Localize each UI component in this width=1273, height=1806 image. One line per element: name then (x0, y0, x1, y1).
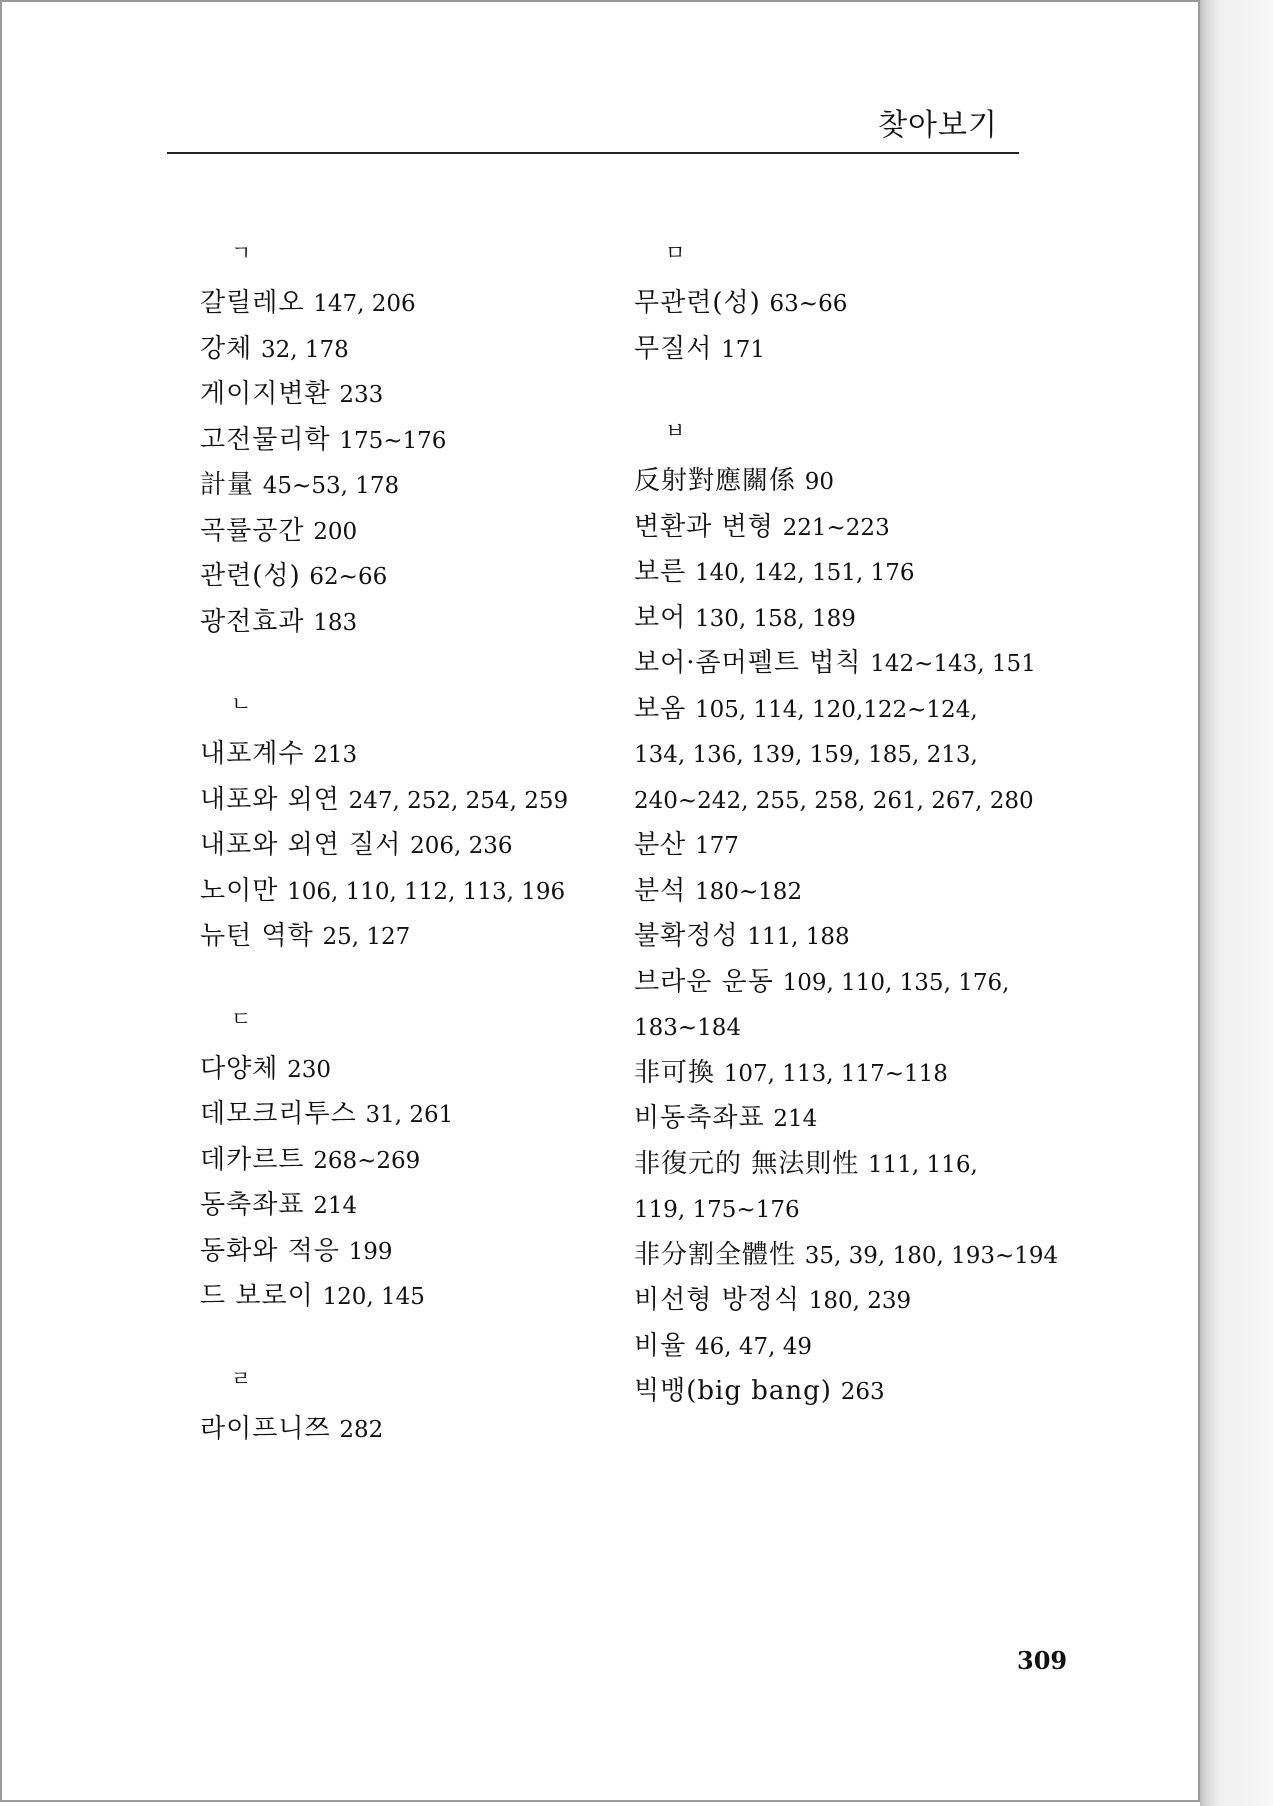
entry-term: 무질서 (634, 333, 713, 364)
index-entry (200, 1183, 620, 1229)
index-section (634, 237, 1054, 372)
entry-pages: 175~176 (339, 427, 447, 454)
index-section (200, 688, 620, 960)
entry-term: 라이프니쯔 (200, 1413, 331, 1444)
index-entry (634, 1051, 1054, 1097)
index-entry (200, 732, 620, 778)
index-entry (200, 914, 620, 960)
index-entry (200, 1138, 620, 1184)
entry-pages: 213 (313, 742, 358, 768)
entry-term: 변환과 변형 (634, 511, 774, 542)
page-number: 309 (1017, 1646, 1068, 1675)
entry-term: 非可換 (634, 1057, 716, 1088)
index-entry (200, 1274, 620, 1320)
index-entry (200, 600, 620, 646)
entry-term: 무관련(성) (634, 288, 761, 318)
entry-pages: 46, 47, 49 (695, 1333, 813, 1360)
entry-pages: 199 (348, 1238, 393, 1265)
entry-pages: 230 (287, 1056, 332, 1083)
index-entry (200, 418, 620, 464)
index-entry (634, 1096, 1054, 1142)
entry-term: 다양체 (200, 1053, 279, 1084)
entry-term: 동화와 적응 (200, 1235, 340, 1266)
entry-term: 非分割全體性 (634, 1239, 797, 1270)
entry-term: 보옴 (634, 693, 687, 724)
entry-term: 동축좌표 (200, 1190, 305, 1220)
entry-term: 브라운 운동 (634, 966, 774, 997)
index-entry (200, 1407, 620, 1453)
entry-pages: 62~66 (309, 564, 388, 590)
entry-pages: 221~223 (782, 514, 890, 541)
index-section (200, 1363, 620, 1453)
index-column-left (200, 237, 620, 1495)
entry-pages: 180, 239 (808, 1288, 912, 1314)
entry-pages: 140, 142, 151, 176 (695, 560, 915, 586)
index-entry (200, 1229, 620, 1275)
header-rule (167, 152, 1019, 154)
entry-pages: 120, 145 (322, 1284, 425, 1310)
index-entry (634, 281, 1054, 327)
index-entry (634, 1369, 1054, 1415)
section-letter: ㄹ (231, 1366, 252, 1391)
entry-pages: 25, 127 (322, 924, 411, 950)
entry-pages: 171 (721, 336, 766, 363)
entry-pages: 111, 116, 119, 175~176 (634, 1151, 978, 1223)
index-entry (634, 459, 1054, 505)
entry-term: 내포와 외연 질서 (200, 830, 402, 860)
entry-term: 내포와 외연 (200, 784, 340, 815)
entry-term: 갈릴레오 (200, 288, 305, 318)
entry-pages: 282 (339, 1416, 384, 1443)
entry-term: 빅뱅(big bang) (634, 1376, 832, 1406)
index-entry (200, 1092, 620, 1138)
section-letter: ㄴ (231, 692, 252, 716)
entry-term: 불확정성 (634, 921, 739, 951)
entry-term: 분석 (634, 875, 687, 906)
entry-pages: 180~182 (695, 878, 803, 905)
index-entry (634, 1324, 1054, 1370)
entry-pages: 105, 114, 120,122~124, 134, 136, 139, 159, 185, 213, 240~242, 255, 258, 261, 267, 280 (634, 696, 1034, 814)
entry-pages: 142~143, 151 (870, 651, 1036, 677)
entry-term: 비율 (634, 1330, 687, 1361)
entry-pages: 106, 110, 112, 113, 196 (287, 878, 566, 905)
entry-pages: 35, 39, 180, 193~194 (804, 1242, 1059, 1269)
index-entry (634, 327, 1054, 373)
index-entry (634, 505, 1054, 551)
entry-term: 보어·좀머펠트 법칙 (634, 648, 862, 678)
running-header-title: 찾아보기 (878, 108, 998, 143)
entry-term: 反射對應關係 (634, 466, 797, 496)
section-letter: ㅁ (665, 241, 686, 265)
entry-pages: 45~53, 178 (262, 473, 400, 499)
index-entry (200, 327, 620, 373)
index-entry (634, 960, 1034, 1051)
page-edge-shadow (1200, 0, 1273, 1806)
entry-pages: 200 (313, 518, 358, 545)
entry-term: 보어 (634, 602, 687, 633)
index-entry (200, 778, 620, 824)
entry-pages: 31, 261 (365, 1102, 454, 1128)
entry-term: 데모크리투스 (200, 1099, 357, 1129)
entry-term: 분산 (634, 830, 687, 860)
entry-term: 비선형 방정식 (634, 1285, 800, 1315)
entry-term: 비동축좌표 (634, 1103, 765, 1133)
entry-pages: 130, 158, 189 (695, 605, 856, 632)
entry-term: 計量 (200, 470, 255, 500)
entry-pages: 214 (773, 1106, 818, 1132)
entry-pages: 247, 252, 254, 259 (348, 787, 569, 814)
entry-term: 보른 (634, 557, 687, 587)
entry-term: 곡률공간 (200, 515, 305, 546)
index-entry (634, 596, 1054, 642)
entry-pages: 63~66 (769, 291, 848, 317)
section-letter: ㅂ (665, 419, 686, 443)
index-entry (634, 550, 1054, 596)
entry-pages: 268~269 (313, 1147, 421, 1174)
entry-pages: 263 (840, 1379, 885, 1405)
entry-term: 非復元的 無法則性 (634, 1148, 860, 1179)
entry-term: 데카르트 (200, 1144, 305, 1175)
index-section (634, 415, 1059, 1415)
entry-term: 드 보로이 (200, 1281, 314, 1311)
entry-pages: 109, 110, 135, 176, 183~184 (634, 969, 1010, 1041)
entry-term: 강체 (200, 333, 253, 364)
index-entry (200, 509, 620, 555)
entry-term: 뉴턴 역학 (200, 921, 314, 951)
entry-term: 내포계수 (200, 739, 305, 769)
entry-pages: 206, 236 (410, 833, 513, 859)
entry-pages: 214 (313, 1193, 358, 1219)
entry-term: 게이지변환 (200, 379, 331, 409)
index-entry (634, 1233, 1059, 1279)
entry-pages: 107, 113, 117~118 (723, 1060, 948, 1087)
entry-pages: 111, 188 (747, 924, 850, 950)
index-entry (634, 1142, 1034, 1233)
entry-pages: 177 (695, 833, 739, 859)
section-letter: ㄷ (231, 1006, 252, 1031)
index-entry (634, 1278, 1054, 1324)
index-section (200, 237, 620, 645)
index-entry (200, 554, 620, 600)
entry-term: 광전효과 (200, 606, 305, 637)
entry-term: 노이만 (200, 875, 279, 906)
section-letter: ㄱ (231, 241, 252, 265)
entry-pages: 32, 178 (261, 336, 349, 363)
entry-pages: 183 (313, 609, 358, 636)
index-entry (200, 372, 620, 418)
index-entry (634, 914, 1054, 960)
index-entry (634, 869, 1054, 915)
entry-pages: 147, 206 (313, 291, 416, 317)
index-column-right (634, 237, 1059, 1458)
entry-term: 관련(성) (200, 561, 301, 591)
index-entry (200, 1047, 620, 1093)
entry-term: 고전물리학 (200, 424, 331, 455)
entry-pages: 233 (339, 382, 384, 408)
entry-pages: 90 (804, 469, 835, 495)
index-entry (200, 281, 620, 327)
index-entry (634, 823, 1054, 869)
index-entry (200, 463, 620, 509)
index-entry (634, 687, 1034, 824)
index-entry (634, 641, 1054, 687)
index-section (200, 1003, 620, 1320)
index-entry (200, 823, 620, 869)
index-entry (200, 869, 620, 915)
